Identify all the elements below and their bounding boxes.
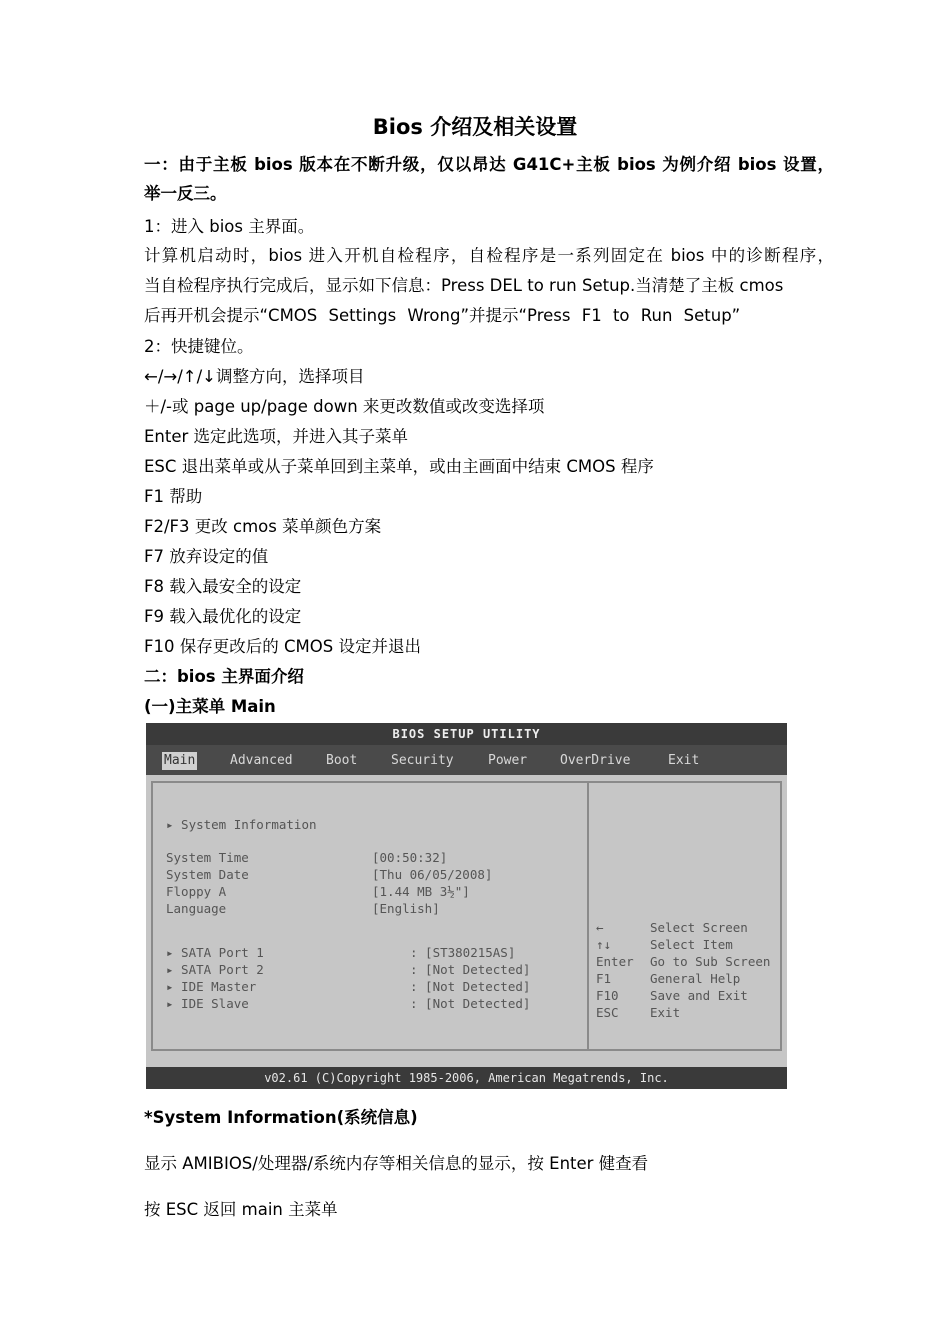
bios-device-label: ▸ IDE Slave bbox=[166, 996, 249, 1011]
bios-menu-security: Security bbox=[391, 753, 454, 768]
bios-menu-overdrive: OverDrive bbox=[560, 753, 631, 768]
bios-help-key: ↑↓ bbox=[596, 937, 612, 952]
bios-help-desc: Select Screen bbox=[650, 920, 748, 935]
bios-copyright: v02.61 (C)Copyright 1985-2006, American Megatrends, Inc. bbox=[264, 1071, 669, 1085]
bios-system-information: ▸ System Information bbox=[166, 817, 317, 832]
bios-device-value: : [ST380215AS] bbox=[410, 945, 516, 960]
bios-footer-bar bbox=[146, 1067, 787, 1089]
key-item: F8 载入最安全的设定 bbox=[144, 577, 302, 596]
bios-field-value: [Thu 06/05/2008] bbox=[372, 867, 493, 882]
bios-device-label: ▸ SATA Port 1 bbox=[166, 945, 264, 960]
bios-help-key: ← bbox=[596, 920, 604, 935]
sysinfo-line1: 显示 AMIBIOS/处理器/系统内存等相关信息的显示，按 Enter 健查看 bbox=[144, 1154, 649, 1173]
bios-help-key: F1 bbox=[596, 971, 612, 986]
key-item: Enter 选定此选项，并进入其子菜单 bbox=[144, 427, 409, 446]
page-title: Bios 介绍及相关设置 bbox=[372, 115, 578, 139]
bios-help-desc: Go to Sub Screen bbox=[650, 954, 771, 969]
bios-menu-bar bbox=[146, 745, 787, 775]
part2-heading: 二：bios 主界面介绍 bbox=[144, 667, 304, 686]
intro-heading-line1: 一：由于主板 bios 版本在不断升级，仅以昂达 G41C+主板 bios 为例介绍 bios 设置， bbox=[144, 155, 834, 174]
bios-field-value: [1.44 MB 3½"] bbox=[372, 884, 470, 899]
bios-menu-boot: Boot bbox=[326, 753, 358, 768]
sysinfo-line2: 按 ESC 返回 main 主菜单 bbox=[144, 1200, 338, 1219]
bios-field-value: [00:50:32] bbox=[372, 850, 448, 865]
bios-title: BIOS SETUP UTILITY bbox=[392, 727, 541, 741]
bios-help-key: F10 bbox=[596, 988, 619, 1003]
bios-title-bar bbox=[146, 723, 787, 745]
key-item: F9 载入最优化的设定 bbox=[144, 607, 302, 626]
key-item: ESC 退出菜单或从子菜单回到主菜单，或由主画面中结束 CMOS 程序 bbox=[144, 457, 654, 476]
key-item: F1 帮助 bbox=[144, 487, 203, 506]
bios-menu-exit: Exit bbox=[668, 753, 700, 768]
key-item: F2/F3 更改 cmos 菜单颜色方案 bbox=[144, 517, 382, 536]
bios-device-label: ▸ SATA Port 2 bbox=[166, 962, 264, 977]
bios-device-value: : [Not Detected] bbox=[410, 962, 531, 977]
key-item: ＋/-或 page up/page down 来更改数值或改变选择项 bbox=[144, 397, 545, 416]
sysinfo-heading: *System Information(系统信息) bbox=[144, 1108, 418, 1127]
bios-help-desc: Exit bbox=[650, 1005, 681, 1020]
bios-panel-divider bbox=[587, 781, 589, 1051]
bios-help-desc: Select Item bbox=[650, 937, 733, 952]
bios-device-value: : [Not Detected] bbox=[410, 996, 531, 1011]
bios-menu-power: Power bbox=[488, 753, 528, 768]
bios-help-key: ESC bbox=[596, 1005, 619, 1020]
bios-help-desc: General Help bbox=[650, 971, 741, 986]
bios-screenshot bbox=[146, 723, 787, 1089]
section2-heading: 2：快捷键位。 bbox=[144, 337, 254, 356]
bios-field-label: System Time bbox=[166, 850, 249, 865]
bios-help-desc: Save and Exit bbox=[650, 988, 748, 1003]
bios-help-key: Enter bbox=[596, 954, 634, 969]
bios-field-label: Floppy A bbox=[166, 884, 227, 899]
bios-field-label: System Date bbox=[166, 867, 249, 882]
key-item: F10 保存更改后的 CMOS 设定并退出 bbox=[144, 637, 421, 656]
intro-heading-line2: 举一反三。 bbox=[144, 184, 227, 203]
key-item: F7 放弃设定的值 bbox=[144, 547, 269, 566]
key-item: ←/→/↑/↓调整方向，选择项目 bbox=[144, 367, 365, 386]
section1-para-line2: 当自检程序执行完成后，显示如下信息：Press DEL to run Setup.当清楚了主板 cmos bbox=[144, 276, 784, 295]
section1-para-line1: 计算机启动时，bios 进入开机自检程序，自检程序是一系列固定在 bios 中的诊断程序， bbox=[144, 246, 834, 265]
bios-field-value: [English] bbox=[372, 901, 440, 916]
bios-field-label: Language bbox=[166, 901, 227, 916]
section1-para-line3: 后再开机会提示“CMOS Settings Wrong”并提示“Press F1 to Run Setup” bbox=[144, 306, 741, 325]
bios-menu-main: Main bbox=[164, 753, 196, 768]
bios-device-value: : [Not Detected] bbox=[410, 979, 531, 994]
bios-menu-advanced: Advanced bbox=[230, 753, 293, 768]
bios-device-label: ▸ IDE Master bbox=[166, 979, 257, 994]
section1-heading: 1：进入 bios 主界面。 bbox=[144, 217, 315, 236]
main-menu-heading: (一)主菜单 Main bbox=[144, 697, 276, 716]
